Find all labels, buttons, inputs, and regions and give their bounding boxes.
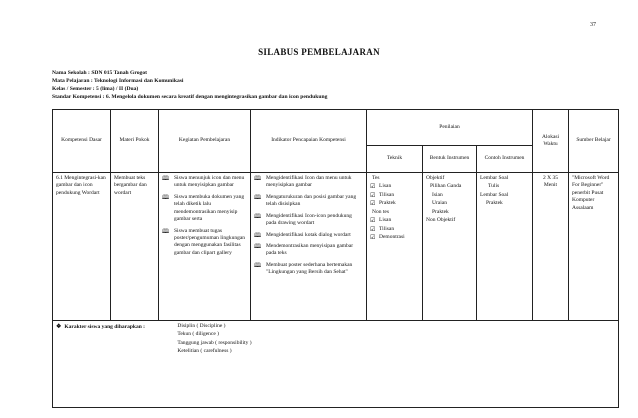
book-icon: 🕮 [254, 176, 262, 182]
meta-kelas: Kelas / Semester : 5 (lima) / II (Dua) [52, 86, 139, 92]
cell-indikator [251, 173, 367, 321]
list-item: Tanggung jawab ( responsibility ) [177, 339, 252, 346]
cell-kompetensi-dasar: 6.1 Mengintegrasi-kan gambar dan icon pendukung Wordart [53, 173, 111, 321]
header-materi-pokok: Materi Pokok [111, 110, 159, 173]
checkbox-icon: ☑ [370, 192, 376, 199]
book-icon: 🕮 [162, 176, 170, 182]
book-icon: 🕮 [254, 262, 262, 269]
list-item: 🕮 Mendemontrasikan menyisipan gambar pada teks [254, 242, 354, 257]
list-item: ☑ Lisan [370, 183, 392, 191]
list-item: ☑ Tilisan [370, 191, 395, 199]
list-item: 🕮 Mengidentifikasi Icon dan menu untuk menyisipkan gambar [254, 175, 352, 189]
book-icon: 🕮 [254, 213, 262, 220]
list-item: Tulis [488, 183, 500, 190]
book-icon: 🕮 [254, 194, 262, 201]
book-icon: 🕮 [162, 228, 170, 235]
teknik-nontes-label: Non tes [372, 208, 389, 215]
checkbox-icon: ☑ [370, 184, 376, 191]
header-sumber-belajar: Sumber Belajar [569, 110, 619, 173]
list-item: ☑ Praktek [370, 200, 396, 208]
list-item: 🕮 Mengidentifikasi Icon-icon pendukung pada drawing wordart [254, 212, 352, 227]
book-icon: 🕮 [254, 232, 262, 239]
list-item: 🕮 Siswa membuka dokumen yang telah diketik lalu mendemontrasikan menyisip gambar serta [162, 193, 245, 223]
list-item: 🕮 Siswa menunjuk icon dan menu untuk menyisipkan gambar [162, 175, 245, 189]
table-row [53, 173, 619, 321]
list-item: ☑ Demontrasi [370, 233, 405, 241]
cell-bentuk-instrumen [423, 173, 477, 321]
karakter-label: Karakter siswa yang diharapkan : [64, 324, 145, 330]
checkbox-icon: ☑ [370, 234, 376, 241]
silabus-table [52, 109, 619, 408]
list-item: Praktek [486, 200, 503, 207]
checkbox-icon: ☑ [370, 218, 376, 225]
list-item: 🕮 Siswa membuat tugas poster/pengumuman lingkungan dengan menggunakan fasilitas gambar dan clipart gallery [162, 227, 246, 256]
list-item: Uraian [432, 200, 447, 207]
karakter-list [177, 323, 251, 357]
list-item: Ketelitian ( carefulness ) [177, 348, 232, 355]
header-teknik: Teknik [367, 146, 423, 173]
list-item: Tekun ( diligence ) [177, 331, 219, 338]
list-item: Disiplin ( Discipline ) [177, 323, 226, 329]
cell-alokasi-waktu: 2 X 35 Menit [533, 173, 569, 321]
list-item: ☑ Tilisan [370, 225, 395, 233]
list-item: Lembar Soal [480, 191, 509, 198]
book-icon: 🕮 [254, 243, 262, 250]
list-item: Isian [432, 191, 443, 198]
list-item: ☑ Lisan [370, 217, 392, 225]
list-item: 🕮 Mengaturukuran dan posisi gambar yang telah disisipkan [254, 193, 357, 208]
cell-contoh-instrumen [477, 173, 533, 321]
checkbox-icon: ☑ [370, 201, 376, 208]
document-title: SILABUS PEMBELAJARAN [258, 47, 380, 57]
meta-standar-kompetensi: Standar Kompetensi : 6. Mengelola dokumen secara kreatif dengan mengintegrasikan gambar dan icon pendukung [52, 94, 328, 100]
list-item: Objektif [426, 175, 445, 181]
cell-sumber-belajar: "Microsoft Word For Beginner" penerbit Pusat Komputer Assalaam [569, 173, 619, 321]
checkbox-icon: ☑ [370, 226, 376, 233]
cell-teknik [367, 173, 423, 321]
header-alokasi-waktu: Alokasi Waktu [533, 110, 569, 173]
cell-materi-pokok: Membuat teks bergambar dan wordart [111, 173, 159, 321]
karakter-label-wrap [56, 323, 176, 331]
karakter-section [53, 321, 619, 408]
header-kegiatan: Kegiatan Pembelajaran [159, 110, 251, 173]
list-item: Praktek [432, 208, 449, 215]
meta-sekolah: Nama Sekolah : SDN 015 Tanah Grogot [52, 70, 148, 76]
cell-kegiatan [159, 173, 251, 321]
list-item: 🕮 Mengidentifikasi kotak dialog wordart [254, 231, 351, 239]
list-item: Lembar Soal [480, 175, 509, 181]
header-contoh-instrumen: Contoh Instrumen [477, 146, 533, 173]
header-kompetensi-dasar: Kompetensi Dasar [53, 110, 111, 173]
list-item: Non Objektif [426, 217, 456, 224]
teknik-tes-label: Tes [372, 175, 380, 181]
page-number: 37 [590, 22, 596, 28]
list-item: 🕮 Membuat poster sederhana bertemakan "Lingkungan yang Bersih dan Sehat" [254, 261, 353, 276]
header-bentuk-instrumen: Bentuk Instrumen [423, 146, 477, 173]
header-penilaian: Penilaian [367, 110, 533, 146]
book-icon: 🕮 [162, 194, 170, 201]
diamond-bullet-icon: ❖ [56, 324, 62, 330]
header-indikator: Indikator Pencapaian Kompetensi [251, 110, 367, 173]
meta-mapel: Mata Pelajaran : Teknologi Informasi dan Komunikasi [52, 78, 184, 84]
list-item: Pilihan Ganda [430, 183, 462, 190]
